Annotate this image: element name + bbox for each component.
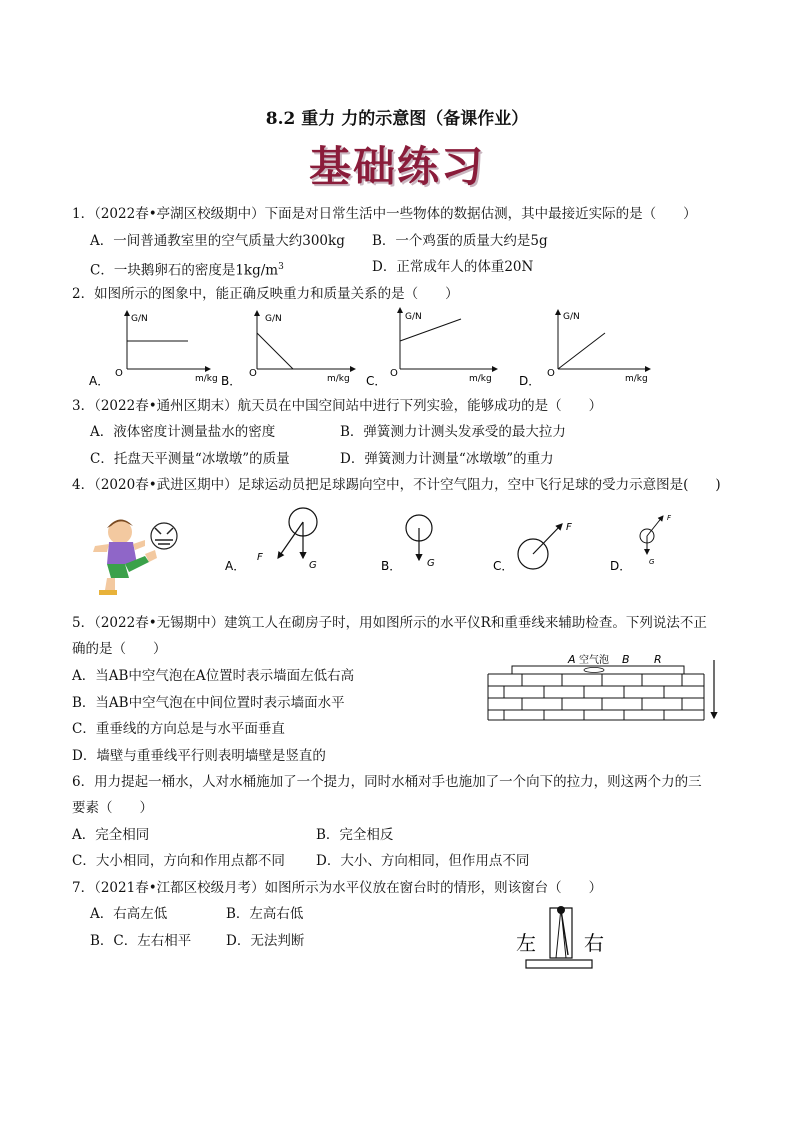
- q6-stem-line2: 要素（ ）: [72, 800, 153, 816]
- q2-b-origin: O: [249, 368, 257, 379]
- q2-c-origin: O: [390, 368, 398, 379]
- q7-level-figure: [512, 900, 612, 972]
- q7-fig-right: 右: [584, 931, 604, 955]
- q7-stem: 7．（2021春•江都区校级月考）如图所示为水平仪放在窗台时的情形，则该窗台（ ）: [72, 880, 603, 896]
- q5-option-d: D．墙壁与重垂线平行则表明墙壁是竖直的: [72, 748, 326, 764]
- q2-c-axis-y: G/N: [405, 312, 422, 322]
- q3-option-d: D．弹簧测力计测量“冰墩墩”的重力: [340, 451, 554, 467]
- q2-label-c: C．: [366, 374, 387, 388]
- q4-d-force-f: F: [667, 514, 672, 522]
- q7-option-d: D．无法判断: [226, 933, 305, 949]
- q4-label-d: D．: [610, 559, 632, 573]
- q6-option-a: A．完全相同: [72, 827, 150, 843]
- q2-graph-c: [366, 308, 497, 388]
- q7-option-a: A．右高左低: [90, 906, 168, 922]
- q5-option-c: C．重垂线的方向总是与水平面垂直: [72, 721, 285, 737]
- q2-b-axis-y: G/N: [265, 314, 282, 324]
- q7-option-c: B．C．左右相平: [90, 933, 192, 949]
- q4-stem: 4．（2020春•武进区期中）足球运动员把足球踢向空中，不计空气阻力，空中飞行足球的受力示意图是( ): [72, 477, 721, 493]
- q4-option-d-figure: [610, 514, 672, 573]
- q7-option-b: B．左高右低: [226, 906, 304, 922]
- q2-graphs: [85, 305, 725, 393]
- q6-stem-line1: 6．用力提起一桶水，人对水桶施加了一个提力，同时水桶对手也施加了一个向下的拉力，则这两个力的三: [72, 774, 702, 790]
- q1-option-c: C．一块鹅卵石的密度是$1kg/m^3$: [90, 262, 284, 279]
- q4-label-c: C．: [493, 559, 514, 573]
- q4-option-a-figure: [225, 508, 317, 573]
- q5-fig-label-bubble: 空气泡: [579, 655, 609, 666]
- q2-label-d: D．: [519, 374, 541, 388]
- q4-b-force-g: G: [427, 558, 435, 569]
- q3-option-b: B．弹簧测力计测头发承受的最大拉力: [340, 424, 566, 440]
- q2-stem: 2．如图所示的图象中，能正确反映重力和质量关系的是（ ）: [72, 286, 459, 302]
- q2-label-a: A．: [89, 374, 110, 388]
- q1-option-b: B．一个鸡蛋的质量大约是5g: [372, 233, 548, 249]
- q5-wall-figure: [482, 650, 724, 725]
- q4-d-force-g: G: [649, 558, 655, 566]
- q2-graph-b: [221, 311, 355, 388]
- q6-option-b: B．完全相反: [316, 827, 394, 843]
- q4-option-c-figure: [493, 522, 572, 573]
- q2-graph-a: [89, 311, 218, 388]
- q4-label-a: A．: [225, 559, 246, 573]
- footballer-illustration: [93, 519, 177, 595]
- q4-a-force-g: G: [309, 560, 317, 571]
- q1-option-d: D．正常成年人的体重20N: [372, 259, 534, 275]
- q4-option-b-figure: [381, 515, 435, 573]
- q6-option-d: D．大小、方向相同，但作用点不同: [316, 853, 530, 869]
- q2-d-axis-x: m/kg: [625, 374, 648, 384]
- q2-d-axis-y: G/N: [563, 312, 580, 322]
- q5-option-b: B．当AB中空气泡在中间位置时表示墙面水平: [72, 695, 345, 711]
- q5-fig-label-r: R: [654, 653, 662, 666]
- q4-figures: [85, 502, 705, 597]
- q7-fig-left: 左: [516, 931, 536, 955]
- q4-label-b: B．: [381, 559, 402, 573]
- q5-fig-label-a: A: [568, 653, 576, 666]
- q2-label-b: B．: [221, 374, 242, 388]
- q5-stem-line1: 5．（2022春•无锡期中）建筑工人在砌房子时，用如图所示的水平仪R和重垂线来辅助检查。下列说法不正: [72, 615, 707, 631]
- q2-graph-d: [519, 310, 650, 388]
- q2-c-axis-x: m/kg: [469, 374, 492, 384]
- page-title: 8.2 重力 力的示意图（备课作业）: [265, 109, 529, 129]
- q2-a-axis-y: G/N: [131, 314, 148, 324]
- q1-stem: 1．（2022春•亭湖区校级期中）下面是对日常生活中一些物体的数据估测，其中最接近实际的是（ ）: [72, 206, 697, 222]
- q5-fig-label-b: B: [622, 653, 630, 666]
- section-banner: 基础练习: [308, 142, 485, 191]
- q1-option-a: A．一间普通教室里的空气质量大约300kg: [90, 233, 345, 249]
- q2-a-axis-x: m/kg: [195, 374, 218, 384]
- q4-c-force-f: F: [566, 522, 572, 533]
- q4-a-force-f: F: [257, 552, 263, 563]
- q2-d-origin: O: [547, 368, 555, 379]
- q3-option-c: C．托盘天平测量“冰墩墩”的质量: [90, 451, 290, 467]
- q2-a-origin: O: [115, 368, 123, 379]
- q5-option-a: A．当AB中空气泡在A位置时表示墙面左低右高: [72, 668, 355, 684]
- q3-stem: 3．（2022春•通州区期末）航天员在中国空间站中进行下列实验，能够成功的是（ ）: [72, 398, 603, 414]
- q3-option-a: A．液体密度计测量盐水的密度: [90, 424, 276, 440]
- q2-b-axis-x: m/kg: [327, 374, 350, 384]
- q6-option-c: C．大小相同，方向和作用点都不同: [72, 853, 285, 869]
- q5-stem-line2: 确的是（ ）: [72, 641, 167, 657]
